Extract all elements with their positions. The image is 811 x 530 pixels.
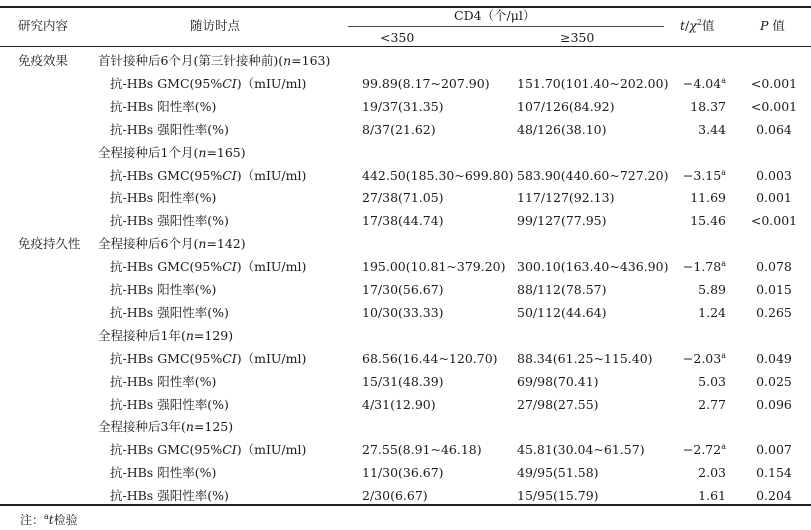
- cell-lt350: 68.56(16.44~120.70): [362, 350, 498, 366]
- cell-lt350: 2/30(6.67): [362, 488, 428, 504]
- cell-ge350: 107/126(84.92): [517, 98, 615, 114]
- row-label: 抗-HBs 强阳性率(%): [110, 488, 229, 504]
- cell-p: 0.265: [756, 304, 792, 320]
- header-category: 研究内容: [18, 18, 69, 33]
- cell-lt350: 27/38(71.05): [362, 190, 444, 206]
- row-label: 抗-HBs 阳性率(%): [110, 98, 217, 114]
- group-row: [0, 233, 811, 256]
- cell-ge350: 45.81(30.04~61.57): [517, 442, 645, 458]
- cell-lt350: 27.55(8.91~46.18): [362, 442, 482, 458]
- row-label: 抗-HBs 阳性率(%): [110, 465, 217, 481]
- table-row: [0, 165, 811, 188]
- header-stat: $t/\chi^2$值: [680, 18, 715, 33]
- row-category: 免疫持久性: [18, 236, 81, 252]
- cell-stat: 1.24: [698, 304, 726, 320]
- cell-stat: −3.15$^a$: [682, 167, 726, 183]
- cell-stat: −4.04$^a$: [682, 75, 726, 91]
- cell-stat: 5.03: [698, 373, 726, 389]
- table-row: [0, 256, 811, 279]
- cell-ge350: 69/98(70.41): [517, 373, 599, 389]
- header-p: P 值: [760, 18, 785, 33]
- cell-stat: 3.44: [698, 121, 726, 137]
- cell-stat: 5.89: [698, 282, 726, 297]
- cell-p: 0.001: [756, 190, 792, 206]
- row-label: 抗-HBs 阳性率(%): [110, 190, 217, 206]
- cell-lt350: 10/30(33.33): [362, 304, 444, 320]
- cell-ge350: 583.90(440.60~727.20): [517, 167, 669, 183]
- table-footnote: 注：$^a$t检验: [20, 512, 78, 527]
- row-category: 免疫效果: [18, 53, 69, 68]
- cell-ge350: 88/112(78.57): [517, 282, 607, 297]
- row-label: 抗-HBs GMC(95%CI)（mIU/ml): [110, 75, 307, 91]
- cell-lt350: 17/30(56.67): [362, 282, 444, 297]
- row-label: 抗-HBs 阳性率(%): [110, 373, 217, 389]
- row-group-label: 全程接种后1个月(n=165): [98, 144, 246, 160]
- table-row: [0, 348, 811, 371]
- cell-lt350: 15/31(48.39): [362, 373, 444, 389]
- header-cd4-ge350: ≥350: [560, 30, 595, 45]
- cell-ge350: 48/126(38.10): [517, 121, 607, 137]
- row-label: 抗-HBs 强阳性率(%): [110, 213, 229, 229]
- row-label: 抗-HBs GMC(95%CI)（mIU/ml): [110, 442, 307, 458]
- cell-p: 0.025: [756, 373, 792, 389]
- cell-stat: 11.69: [690, 190, 726, 206]
- row-label: 抗-HBs 强阳性率(%): [110, 396, 229, 412]
- header-cd4: CD4（个/μl）: [454, 8, 536, 23]
- cell-stat: 2.03: [698, 465, 726, 481]
- table-row: [0, 279, 811, 302]
- cell-p: 0.204: [756, 488, 792, 504]
- cell-lt350: 4/31(12.90): [362, 396, 436, 412]
- cell-stat: 2.77: [698, 396, 726, 412]
- table-row: [0, 210, 811, 233]
- cell-lt350: 19/37(31.35): [362, 98, 444, 114]
- cell-lt350: 442.50(185.30~699.80): [362, 167, 514, 183]
- cell-lt350: 8/37(21.62): [362, 121, 436, 137]
- cell-ge350: 99/127(77.95): [517, 213, 607, 229]
- table-row: [0, 96, 811, 119]
- row-label: 抗-HBs GMC(95%CI)（mIU/ml): [110, 350, 307, 366]
- cell-stat: −1.78$^a$: [682, 259, 726, 275]
- cell-p: 0.096: [756, 396, 792, 412]
- cell-p: <0.001: [750, 213, 798, 229]
- cell-p: 0.064: [756, 121, 792, 137]
- cell-p: 0.154: [756, 465, 792, 481]
- cell-lt350: 99.89(8.17~207.90): [362, 75, 490, 91]
- cell-ge350: 50/112(44.64): [517, 304, 607, 320]
- table-row: [0, 485, 811, 508]
- row-label: 抗-HBs GMC(95%CI)（mIU/ml): [110, 259, 307, 275]
- cell-ge350: 88.34(61.25~115.40): [517, 350, 653, 366]
- cell-lt350: 195.00(10.81~379.20): [362, 259, 506, 275]
- cell-p: 0.007: [756, 442, 792, 458]
- table-row: [0, 462, 811, 485]
- table-header-rule: [0, 46, 811, 47]
- cell-stat: 1.61: [698, 488, 726, 504]
- header-timepoint: 随访时点: [190, 18, 241, 33]
- row-group-label: 全程接种后3年(n=125): [98, 419, 234, 435]
- cell-ge350: 15/95(15.79): [517, 488, 599, 504]
- row-label: 抗-HBs GMC(95%CI)（mIU/ml): [110, 167, 307, 183]
- row-group-label: 全程接种后1年(n=129): [98, 327, 234, 343]
- row-label: 抗-HBs 强阳性率(%): [110, 304, 229, 320]
- cell-p: 0.078: [756, 259, 792, 275]
- group-row: [0, 50, 811, 73]
- group-row: [0, 325, 811, 348]
- cell-p: <0.001: [750, 98, 798, 114]
- cell-stat: −2.72$^a$: [682, 442, 726, 458]
- cell-stat: −2.03$^a$: [682, 350, 726, 366]
- table-row: [0, 187, 811, 210]
- cell-ge350: 300.10(163.40~436.90): [517, 259, 669, 275]
- cell-ge350: 151.70(101.40~202.00): [517, 75, 669, 91]
- table-row: [0, 73, 811, 96]
- cell-p: <0.001: [750, 75, 798, 91]
- cell-p: 0.015: [756, 282, 792, 297]
- table-row: [0, 119, 811, 142]
- group-row: [0, 416, 811, 439]
- row-group-label: 首针接种后6个月(第三针接种前)(n=163): [98, 53, 331, 68]
- cell-lt350: 11/30(36.67): [362, 465, 444, 481]
- cell-p: 0.003: [756, 167, 792, 183]
- cell-stat: 15.46: [690, 213, 726, 229]
- cell-p: 0.049: [756, 350, 792, 366]
- row-label: 抗-HBs 阳性率(%): [110, 282, 217, 297]
- cell-ge350: 49/95(51.58): [517, 465, 599, 481]
- cell-ge350: 27/98(27.55): [517, 396, 599, 412]
- row-group-label: 全程接种后6个月(n=142): [98, 236, 246, 252]
- header-cd4-lt350: <350: [380, 30, 415, 45]
- table-row: [0, 302, 811, 325]
- cell-stat: 18.37: [690, 98, 726, 114]
- group-row: [0, 142, 811, 165]
- table-top-rule: [0, 6, 811, 8]
- table-row: [0, 439, 811, 462]
- table-row: [0, 394, 811, 417]
- cell-lt350: 17/38(44.74): [362, 213, 444, 229]
- cd4-subheader-rule: [348, 26, 664, 27]
- row-label: 抗-HBs 强阳性率(%): [110, 121, 229, 137]
- cell-ge350: 117/127(92.13): [517, 190, 615, 206]
- table-row: [0, 371, 811, 394]
